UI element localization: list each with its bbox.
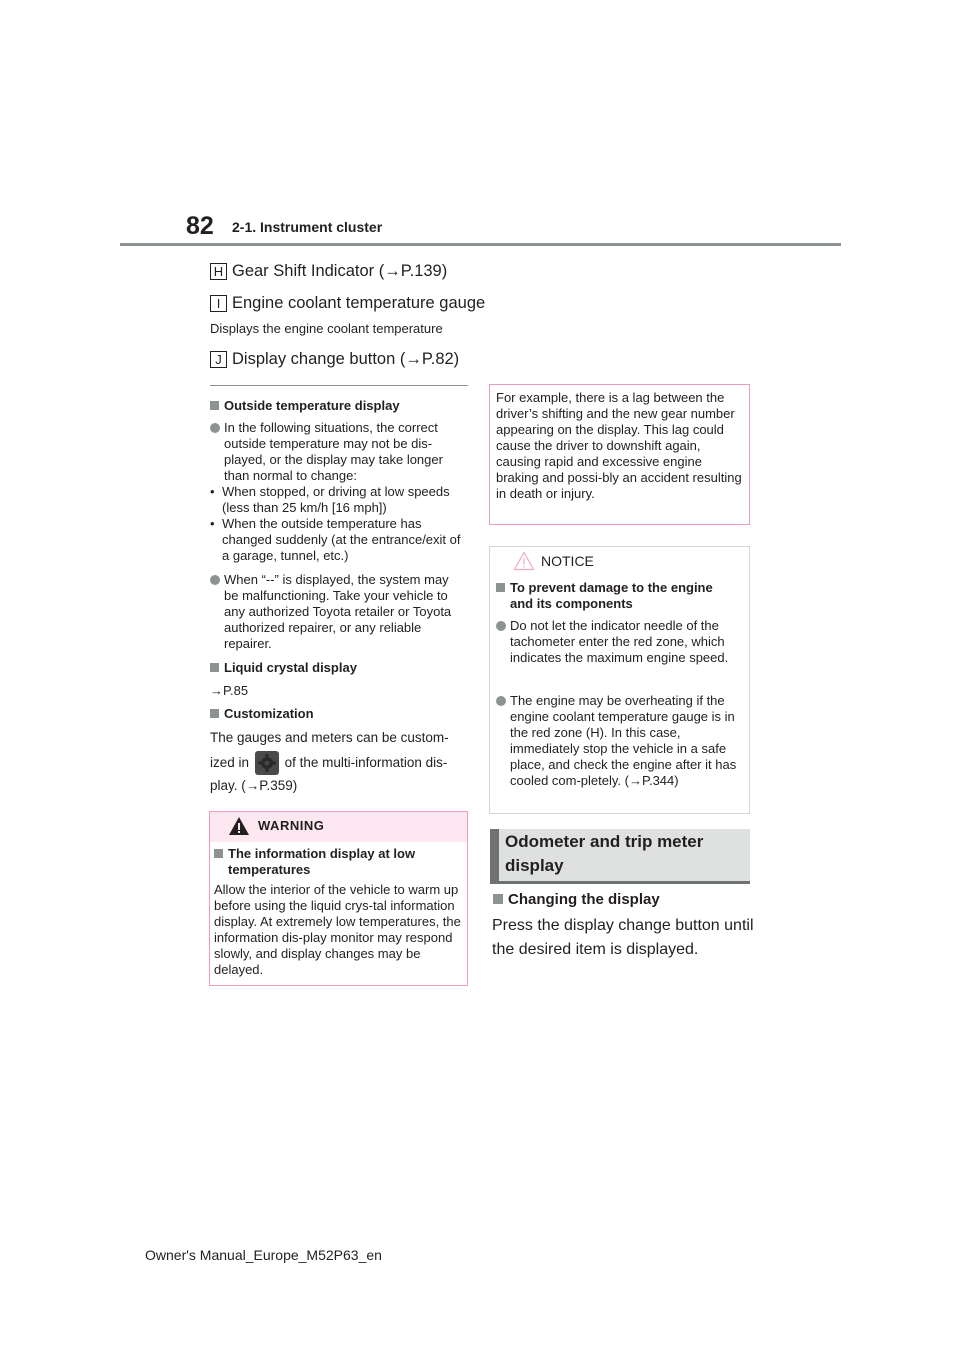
square-bullet-icon — [214, 849, 223, 858]
header-rule — [120, 243, 841, 246]
square-bullet-icon — [493, 894, 503, 904]
gear-icon — [255, 751, 279, 775]
page-number: 82 — [186, 212, 214, 240]
item-letter-i: I — [210, 295, 227, 312]
customization-line-1: The gauges and meters can be custom- — [210, 730, 449, 745]
outside-temp-bullet-2: When “--” is displayed, the system may be malfunctioning. Take your vehicle to any authorized Toyota retailer or Toyota authorized repairer, or any reliable repairer. — [210, 572, 466, 652]
notice-triangle-icon — [513, 551, 535, 571]
footer-text: Owner's Manual_Europe_M52P63_en — [145, 1247, 382, 1263]
circle-bullet-icon — [496, 696, 506, 706]
item-text-j: Display change button (→P.82) — [232, 350, 460, 368]
lcd-ref: →P.85 — [210, 683, 249, 698]
outside-temp-bullet-1: In the following situations, the correct outside temperature may not be dis-played, or the display may take longer than normal to change: • When stopped, or driving at low speeds (less than 25 km/h [16 mph]) • When the outside temperature has changed suddenly (at the entrance/exit of a garage, tunnel, etc.) — [210, 420, 466, 564]
notice-heading: To prevent damage to the engine and its components — [496, 580, 738, 612]
sub-item-2: • When the outside temperature has changed suddenly (at the entrance/exit of a garage, tunnel, etc.) — [210, 516, 466, 564]
item-letter-j: J — [210, 351, 227, 368]
notice-title: NOTICE — [541, 553, 594, 569]
warning-body: Allow the interior of the vehicle to warm up before using the liquid crys-tal information display. At extremely low temperatures, the information dis-play monitor may respond slowly, and display changes may be delayed. — [214, 882, 461, 977]
notice-bullet-1: Do not let the indicator needle of the tachometer enter the red zone, which indicates the maximum engine speed. — [496, 618, 740, 666]
notice-bullet-2: The engine may be overheating if the engine coolant temperature gauge is in the red zone (H). In this case, immediately stop the vehicle in a safe place, and check the engine after it has cooled com-pletely. (→P.344) — [496, 693, 740, 789]
warning-continuation-text: For example, there is a lag between the driver’s shifting and the new gear number appearing on the display. This lag could cause the driver to downshift again, causing rapid and excessive engine braking and possi-bly an accident resulting in death or injury. — [496, 390, 742, 501]
odometer-section-title: Odometer and trip meter display — [505, 832, 704, 875]
changing-display-heading: Changing the display — [493, 891, 660, 908]
customization-heading: Customization — [210, 706, 472, 722]
square-bullet-icon — [496, 583, 505, 592]
outside-temp-heading: Outside temperature display — [210, 398, 472, 414]
changing-display-text: Press the display change button until the desired item is displayed. — [492, 917, 754, 958]
circle-bullet-icon — [210, 575, 220, 585]
circle-bullet-icon — [496, 621, 506, 631]
warning-triangle-icon — [228, 816, 250, 836]
item-i-description: Displays the engine coolant temperature — [210, 321, 443, 336]
circle-bullet-icon — [210, 423, 220, 433]
sub-item-1: • When stopped, or driving at low speeds (less than 25 km/h [16 mph]) — [210, 484, 466, 516]
square-bullet-icon — [210, 709, 219, 718]
item-letter-h: H — [210, 263, 227, 280]
section-title: 2-1. Instrument cluster — [232, 219, 383, 235]
warning-title: WARNING — [258, 818, 325, 833]
column-rule — [210, 385, 468, 386]
lcd-heading: Liquid crystal display — [210, 660, 472, 676]
warning-heading: The information display at low temperatures — [214, 846, 454, 878]
item-j — [210, 350, 459, 369]
item-h — [210, 262, 447, 281]
item-text-h: Gear Shift Indicator (→P.139) — [232, 262, 448, 280]
customization-line-2: ized in of the multi-information dis- — [210, 750, 472, 776]
square-bullet-icon — [210, 401, 219, 410]
square-bullet-icon — [210, 663, 219, 672]
item-i — [210, 294, 485, 313]
customization-line-3: play. (→P.359) — [210, 778, 298, 793]
item-text-i: Engine coolant temperature gauge — [232, 294, 486, 312]
